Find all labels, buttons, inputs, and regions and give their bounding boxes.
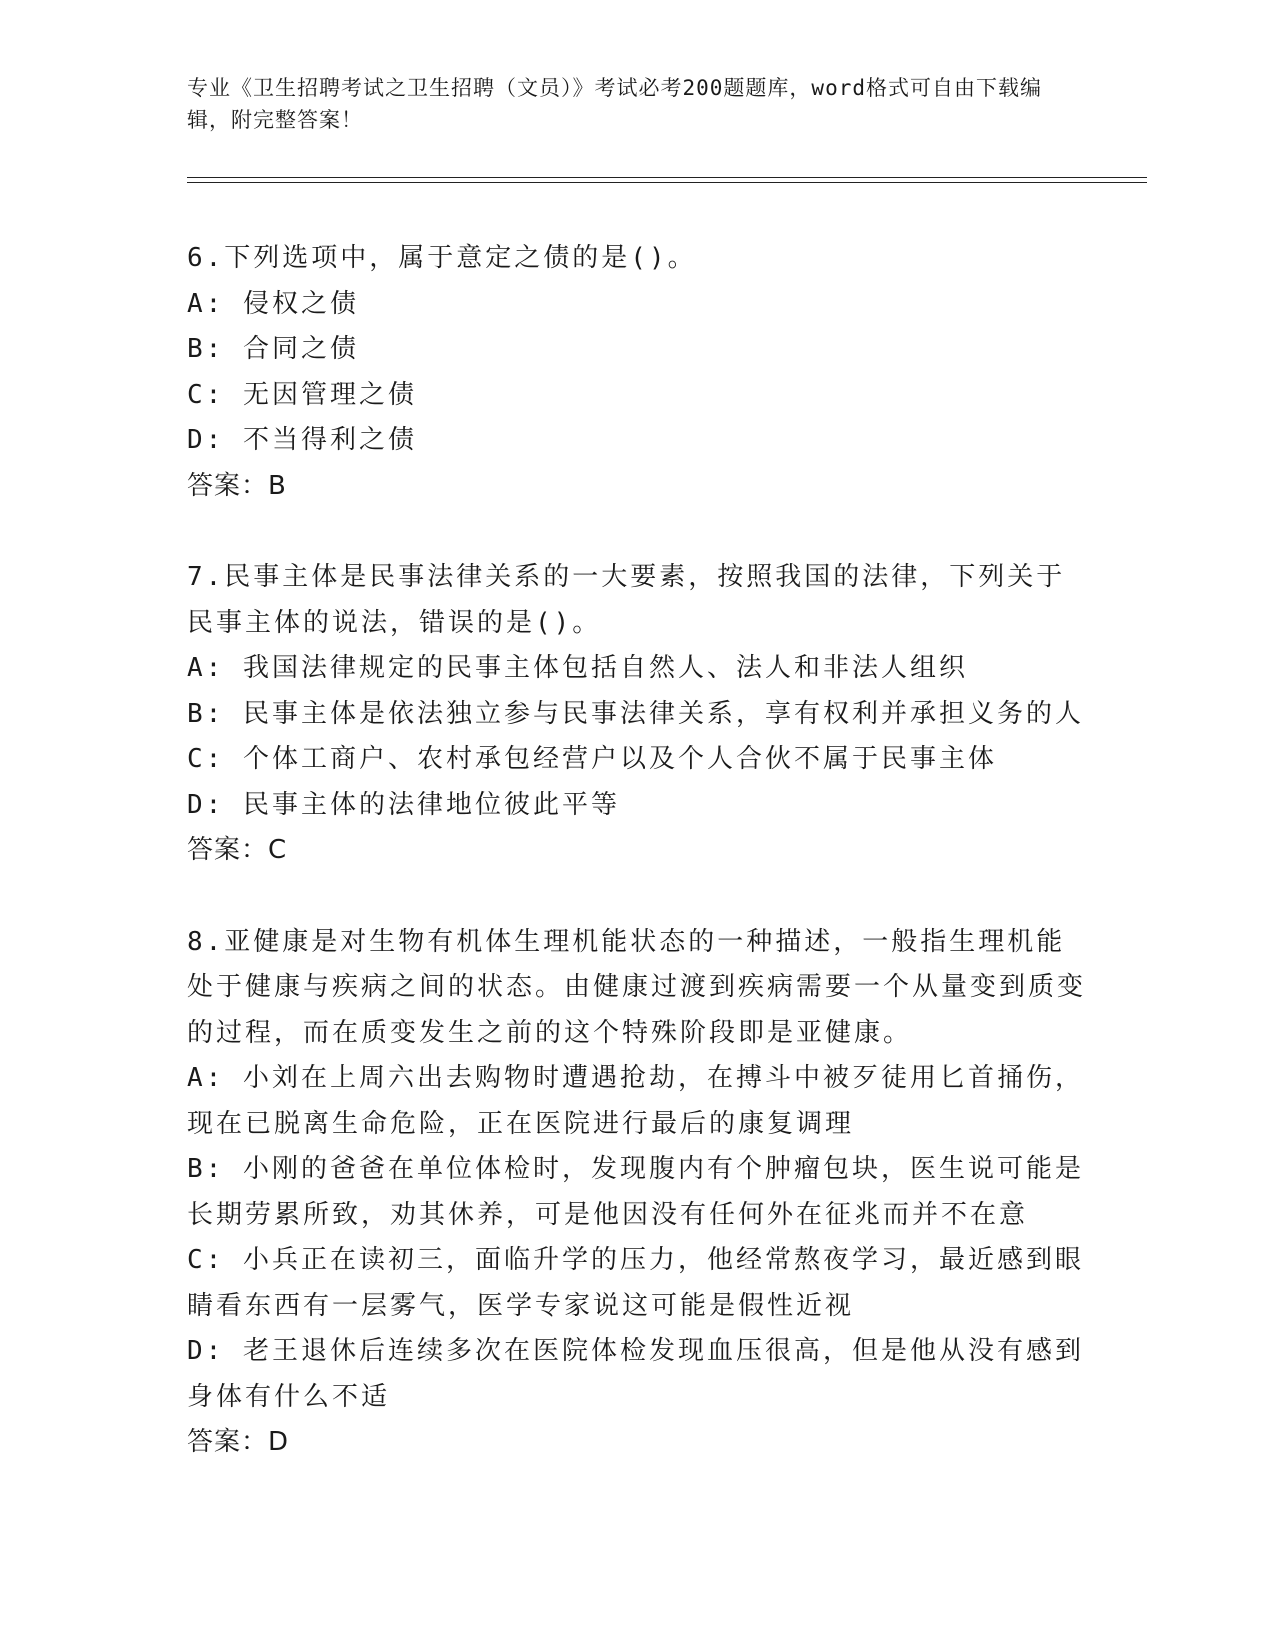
option-c: C: 小兵正在读初三，面临升学的压力，他经常熬夜学习，最近感到眼睛看东西有一层雾气，医学专家说这可能是假性近视: [187, 1245, 1084, 1321]
option-d: D: 民事主体的法律地位彼此平等: [187, 789, 620, 820]
header-divider-top: [187, 177, 1147, 178]
question-7: [187, 555, 1087, 874]
option-d: D: 不当得利之债: [187, 425, 417, 455]
option-c: C: 无因管理之债: [187, 379, 417, 410]
option-d: D: 老王退休后连续多次在医院体检发现血压很高，但是他从没有感到身体有什么不适: [187, 1336, 1084, 1412]
option-b: B: 小刚的爸爸在单位体检时，发现腹内有个肿瘤包块，医生说可能是长期劳累所致，劝其休养，可是他因没有任何外在征兆而并不在意: [187, 1154, 1084, 1230]
option-b: B: 合同之债: [187, 334, 359, 364]
question-stem: 6.下列选项中，属于意定之债的是()。: [187, 243, 697, 273]
question-stem: 7.民事主体是民事法律关系的一大要素，按照我国的法律，下列关于民事主体的说法，错误的是()。: [187, 562, 1066, 638]
option-a: A: 侵权之债: [187, 288, 359, 319]
option-c: C: 个体工商户、农村承包经营户以及个人合伙不属于民事主体: [187, 744, 997, 774]
question-6: [187, 236, 1087, 509]
option-a: A: 小刘在上周六出去购物时遭遇抢劫，在搏斗中被歹徒用匕首捅伤，现在已脱离生命危险，正在医院进行最后的康复调理: [187, 1063, 1084, 1139]
answer-line: 答案：B: [187, 470, 287, 501]
question-8: [187, 920, 1087, 1466]
option-a: A: 我国法律规定的民事主体包括自然人、法人和非法人组织: [187, 653, 968, 683]
answer-line: 答案：C: [187, 835, 288, 865]
header-divider-bottom: [187, 182, 1147, 183]
answer-line: 答案：D: [187, 1427, 290, 1457]
document-header: 专业《卫生招聘考试之卫生招聘（文员）》考试必考200题题库，word格式可自由下载编辑，附完整答案！: [187, 76, 1042, 132]
question-list: [187, 236, 1087, 1512]
option-b: B: 民事主体是依法独立参与民事法律关系，享有权利并承担义务的人: [187, 698, 1084, 729]
question-stem: 8.亚健康是对生物有机体生理机能状态的一种描述，一般指生理机能处于健康与疾病之间的状态。由健康过渡到疾病需要一个从量变到质变的过程，而在质变发生之前的这个特殊阶段即是亚健康。: [187, 926, 1087, 1048]
